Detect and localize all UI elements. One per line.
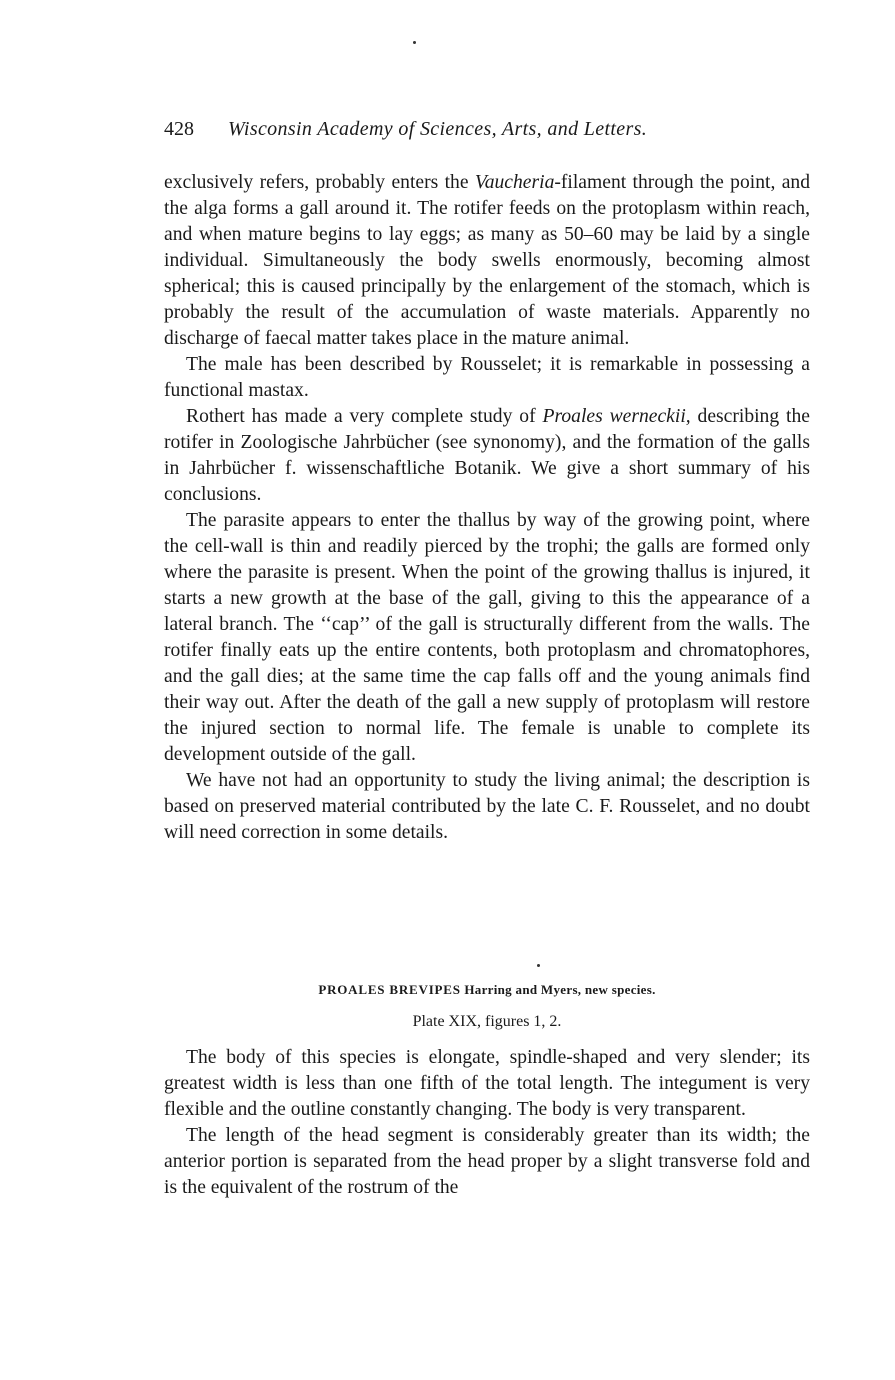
plate-reference: Plate XIX, figures 1, 2. [412, 1013, 562, 1030]
paragraph [164, 508, 810, 768]
page-number: 428 [164, 118, 194, 140]
species-heading [164, 980, 810, 1000]
text-run: We have not had an opportunity to study the living animal; the description is based on preserved material contributed by the late C. F. Rousselet, and no doubt will need correction in some details. [164, 770, 810, 843]
running-header [164, 114, 810, 146]
text-run: Rothert has made a very complete study of [186, 406, 543, 427]
main-text-block [164, 170, 810, 846]
text-run: -filament through the point, and the alga forms a gall around it. The rotifer feeds on the protoplasm within reach, and when mature begins to lay eggs; as many as 50–60 may be laid by a single individual. Simultaneously the body swells enormously, becoming almost spherical; this is caused principally by the enlargement of the stomach, which is probably the result of the accumulation of waste materials. Apparently no discharge of faecal matter takes place in the mature animal. [164, 172, 810, 349]
text-run: exclusively refers, probably enters the [164, 172, 475, 193]
paragraph [164, 170, 810, 352]
paragraph [164, 352, 810, 404]
text-run: The parasite appears to enter the thallus by way of the growing point, where the cell-wall is thin and readily pierced by the trophi; the galls are formed only where the parasite is present. When the point of the growing thallus is injured, it starts a new growth at the base of the gall, giving to this the appearance of a lateral branch. The ‘‘cap’’ of the gall is structurally different from the walls. The rotifer finally eats up the entire contents, both protoplasm and chromatophores, and the gall dies; at the same time the cap falls off and the young animals find their way out. After the death of the gall a new supply of protoplasm will restore the injured section to normal life. The female is unable to complete its development outside of the gall. [164, 510, 810, 765]
print-speck [537, 964, 540, 967]
text-run: The length of the head segment is considerably greater than its width; the anterior portion is separated from the head proper by a slight transverse fold and is the equivalent of the rostrum of the [164, 1125, 810, 1198]
paragraph [164, 1045, 810, 1123]
print-speck [413, 41, 416, 44]
text-run: The body of this species is elongate, spindle-shaped and very slender; its greatest width is less than one fifth of the total length. The integument is very flexible and the outline constantly changing. The body is very transparent. [164, 1047, 810, 1120]
species-name: PROALES BREVIPES [318, 982, 461, 997]
journal-title: Wisconsin Academy of Sciences, Arts, and Letters. [228, 118, 648, 140]
paragraph [164, 1123, 810, 1201]
species-authors: Harring and Myers, new species. [464, 982, 656, 997]
paragraph [164, 768, 810, 846]
text-run: describing the rotifer in Zoologische Jahrbücher (see synonomy), and the formation of the galls in Jahrbücher f. wissenschaftliche Botanik. We give a short summary of his conclusions. [164, 406, 810, 505]
text-run: The male has been described by Rousselet; it is remarkable in possessing a functional mastax. [164, 354, 810, 401]
italic-text: Proales werneckii, [542, 406, 691, 427]
paragraph [164, 404, 810, 508]
species-description-block [164, 1045, 810, 1201]
italic-text: Vaucheria [474, 172, 555, 193]
